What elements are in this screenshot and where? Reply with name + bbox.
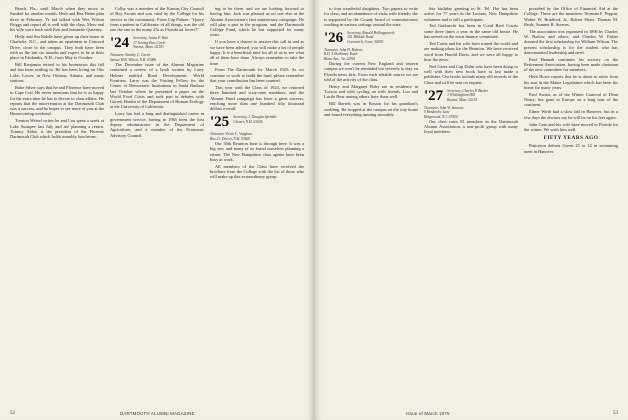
address-line: Greenwich, Conn. 06830 [347, 39, 384, 44]
paragraph: From The Dartmouth for March 1925: As we continue to work to build the fund, please remember that your contribution has been counted. [210, 67, 304, 84]
paragraph: Holly and Stu Riddle have given up their home in Charlotte, N.C., and taken an apartment in Concord Drive, close to the campus. They both have been with us the last six months and expect to be at their place in Fairbanks, N.H., from May to October. [10, 34, 104, 61]
paragraph: John Case and his wife have moved to Florida for the winter. We wish him well. [524, 121, 618, 132]
paragraph: provided by the Office of Financial Aid at the College. Those are the members: Norman F. Peppin, Walter W. Bradford, Jr., Robert Shaw, Thomas M. Beals, Sumner R. Stearns. [524, 6, 618, 27]
class-officers [233, 115, 277, 124]
address-line: 1 Whittingham Hill [447, 93, 475, 98]
address-line: Box 21, Dorset, N.H. 03820 [210, 136, 251, 141]
paragraph: this birthday greeting in St. Tel. Hot has been active for 77 years in the Loomis, New Hampshire volunteer and is still a participant. [424, 6, 518, 22]
paragraph: The December issue of the Alumni Magazine contained a review of a book written by Larry Helmer entitled Rural Development: World Frontiers. Larry was the Visiting Fellow for the Center of Democratic Institutions in Santa Barbara last October where he presented a paper on the World Food Crisis and took part in debates with Garrett Hardin of the Department of Human Ecology at the University of California. [110, 62, 204, 110]
paragraph: Beach, Fla., until March when they move to Sanibel for another month. Herb and Bea Heine plan three in February. Ye tad talked with Wes Wilson Briggs and report all is well with the class. Merv and his wife were back with Ken and Jeannette Queeney. [10, 6, 104, 33]
class-officers [347, 31, 394, 44]
paragraph: During the current New England and eastern campus we won't be reminded too severely to stay on Florida news first. From each reliable source we are told of the activity of the class. [324, 61, 418, 82]
address-line: Chester, N.H. 03036 [233, 119, 263, 124]
class-header-25 [210, 115, 304, 129]
page-number: 53 [613, 411, 618, 416]
right-column-3 [524, 6, 618, 404]
paragraph: Larry has had a long and distinguished career in government service, having in 1965 been the first deputy administrator in the Department of Agriculture, and a member of the Economic Advisory Council. [110, 111, 204, 138]
left-column-3 [210, 6, 304, 404]
address-line: Blanc Ave., Va. 22901 [324, 56, 356, 61]
address-line: 17 Sewing Pine Circle [133, 40, 166, 45]
address-line: 101 Hillside Road [347, 35, 374, 40]
treasurer-line: Treasurer, Victor C. Vaughan [210, 132, 252, 137]
secretary-line: Secretary, Janna F. Bent [133, 36, 169, 41]
secretary-line: Secretary, Ronald Hollingsworth [347, 31, 395, 36]
paragraph: Elmer Wirth had a slow fall in Hanover, but in a few days the doctors say he will be on his feet again. [524, 109, 618, 120]
paragraph: All members of the Class have received the brochure from the College with the list of those who will make up this extraordinary group. [210, 163, 304, 180]
address-line: Spruce Hill, Wilton, N.H. 03086 [110, 57, 157, 62]
right-column-1 [324, 6, 418, 404]
class-header-27 [424, 89, 518, 103]
treasurer-line: Treasurer, John W. Sansone [424, 105, 464, 110]
address-line: Ridgewood, N.J. 07450 [424, 114, 458, 119]
address-line: Weston, Mass. 02193 [133, 45, 164, 50]
paragraph: Our 50th Reunion June is through here. It was a big one, and many of us found ourselves planning a return. The New Hampshire class agents have been busy at work. [210, 141, 304, 162]
paragraph: Rube Silver says that he and Florence have moved to Cape Cod. He never mentions that he is as happy for the extra time he has to devote to class affairs. He reports that the mini-reunion at the Dartmouth Club was a success, and he hopes to see more of you at the Homecoming weekend. [10, 84, 104, 117]
paragraph: Ned Gates and Cap Dohn who have been doing so well with their new book have at last made a publisher. Our books include many old records of the Class and will be sent on request. [424, 63, 518, 85]
paragraph: Bill Bartels was in Boston for his grandson's wedding. He stopped at the campus on the way home and found everything running smoothly. [324, 101, 418, 117]
paragraph: Paul Hannah continues his activity on the Retirement Association, having been made chairman of the new committee for members. [524, 56, 618, 73]
paragraph: This year with the Class of 1924, we returned three hundred and sixty-nine members, and the Alumni Fund campaign has been a great success, reaching more than one hundred fifty thousand dollars overall. [210, 84, 304, 112]
paragraph: ing to be there, and we are looking forward to having him. Jack was pleased as no one else at the Alumni Association's first anniversary campaign. He will play a part in the program, and the Dartmouth College Fund, which he has supported for many years. [210, 6, 304, 38]
paragraph: Colby was a member of the Kansas City Council of Boy Scouts and was cited by the College for his service to the community. From Cap Palmer: "Query from a patient in California: of all things, was the old one the one in the many 25s as Florida art lovers?" [110, 6, 204, 33]
treasurer-block [210, 132, 304, 141]
class-year: '25 [210, 114, 230, 131]
left-column-2 [110, 6, 204, 404]
paragraph: Our class rates 53 members in the Dartmouth Alumni Association, a non-profit group with many loyal members. [424, 118, 518, 135]
paragraph: The association was organized in 1896 by Charles W. Barlow and others, and Charles W. Fisher donated the first scholarship for William Wilson. The present scholarship is for the student who has demonstrated leadership and need. [524, 28, 618, 55]
treasurer-line: Treasurer, John H. Roberts [324, 48, 363, 53]
address-line: 5 Kimberley Lane [424, 110, 450, 115]
paragraph: to four wonderful daughters. Two papers to write for class, and an abundance of visits with friends; she is supported by the County board of commissioners working in various settings around the state. [324, 6, 418, 27]
paragraph: Ted Curtis and his wife have toured the world and are making plans for the Reunion. We have received word from Harold Davis, and we were all happy to hear the news. [424, 40, 518, 62]
address-line: Boston, Mass. 02114 [447, 97, 478, 102]
running-head: Issue of March 1975 [406, 411, 450, 416]
page-number: 52 [10, 411, 15, 416]
paragraph: If you have a chance to answer this call in and as we have been advised, you will make a lot of people happy. It is a beneficial time for all of us to see what all of them have done. Always remember to take the time. [210, 39, 304, 66]
paragraph: Trenton Weisel writes he and Lou spent a week at Lake Sunapee last July and are planning a return. Tommy Abbot is the president of the Phoenix Dartmouth Club which holds monthly luncheons. [10, 118, 104, 140]
running-head: DARTMOUTH ALUMNI MAGAZINE [120, 411, 195, 416]
treasurer-line: Treasurer, Stanley C. Carter [110, 53, 151, 58]
left-page-columns [10, 6, 304, 404]
right-column-2 [424, 6, 518, 404]
right-page [314, 0, 628, 420]
left-column-1 [10, 6, 104, 404]
treasurer-block [424, 106, 518, 119]
right-page-columns [324, 6, 618, 404]
address-line: R.D. 4 Shelburne Road [324, 52, 358, 57]
paragraph: Herb Howe reports that he is about to retire from his seat in the Maine Legislature which has been his home for many years. [524, 74, 618, 90]
secretary-line: Secretary, Charles P. Barker [447, 88, 489, 93]
treasurer-block [324, 48, 418, 61]
paragraph: Paul Swain, as of the Winter Carnival of Dean Neary, has gone to Europe on a long tour of the continent. [524, 91, 618, 108]
class-year: '26 [324, 30, 344, 47]
class-officers [447, 89, 488, 102]
treasurer-block [110, 53, 204, 62]
class-year: '24 [110, 35, 130, 52]
class-year: '27 [424, 87, 444, 104]
paragraph: Princeton defeats Green 25 to 12 in swimming meet in Hanover. [524, 143, 618, 154]
class-officers [133, 36, 168, 49]
secretary-line: Secretary, J. Douglas Sprinkle [233, 115, 277, 120]
paragraph: Bill Benjamin retired to his hometown this fall and has been settling in. He has been living on Otis Lake, Lower, in New Orleans, Atlanta, and many stations. [10, 62, 104, 84]
class-header-26 [324, 31, 418, 45]
class-header-24 [110, 36, 204, 50]
paragraph: Henry and Margaret Hoby are in residence in Tucson and with cycling on with friends. Lou and Lucile Bear among others have done well. [324, 83, 418, 100]
fifty-years-ago-heading: FIFTY YEARS AGO [543, 135, 599, 142]
paragraph: Ted Gutknecht has been in Coral Reef Courts some three times a year in the same old house. He has served on the town finance committee. [424, 23, 518, 40]
